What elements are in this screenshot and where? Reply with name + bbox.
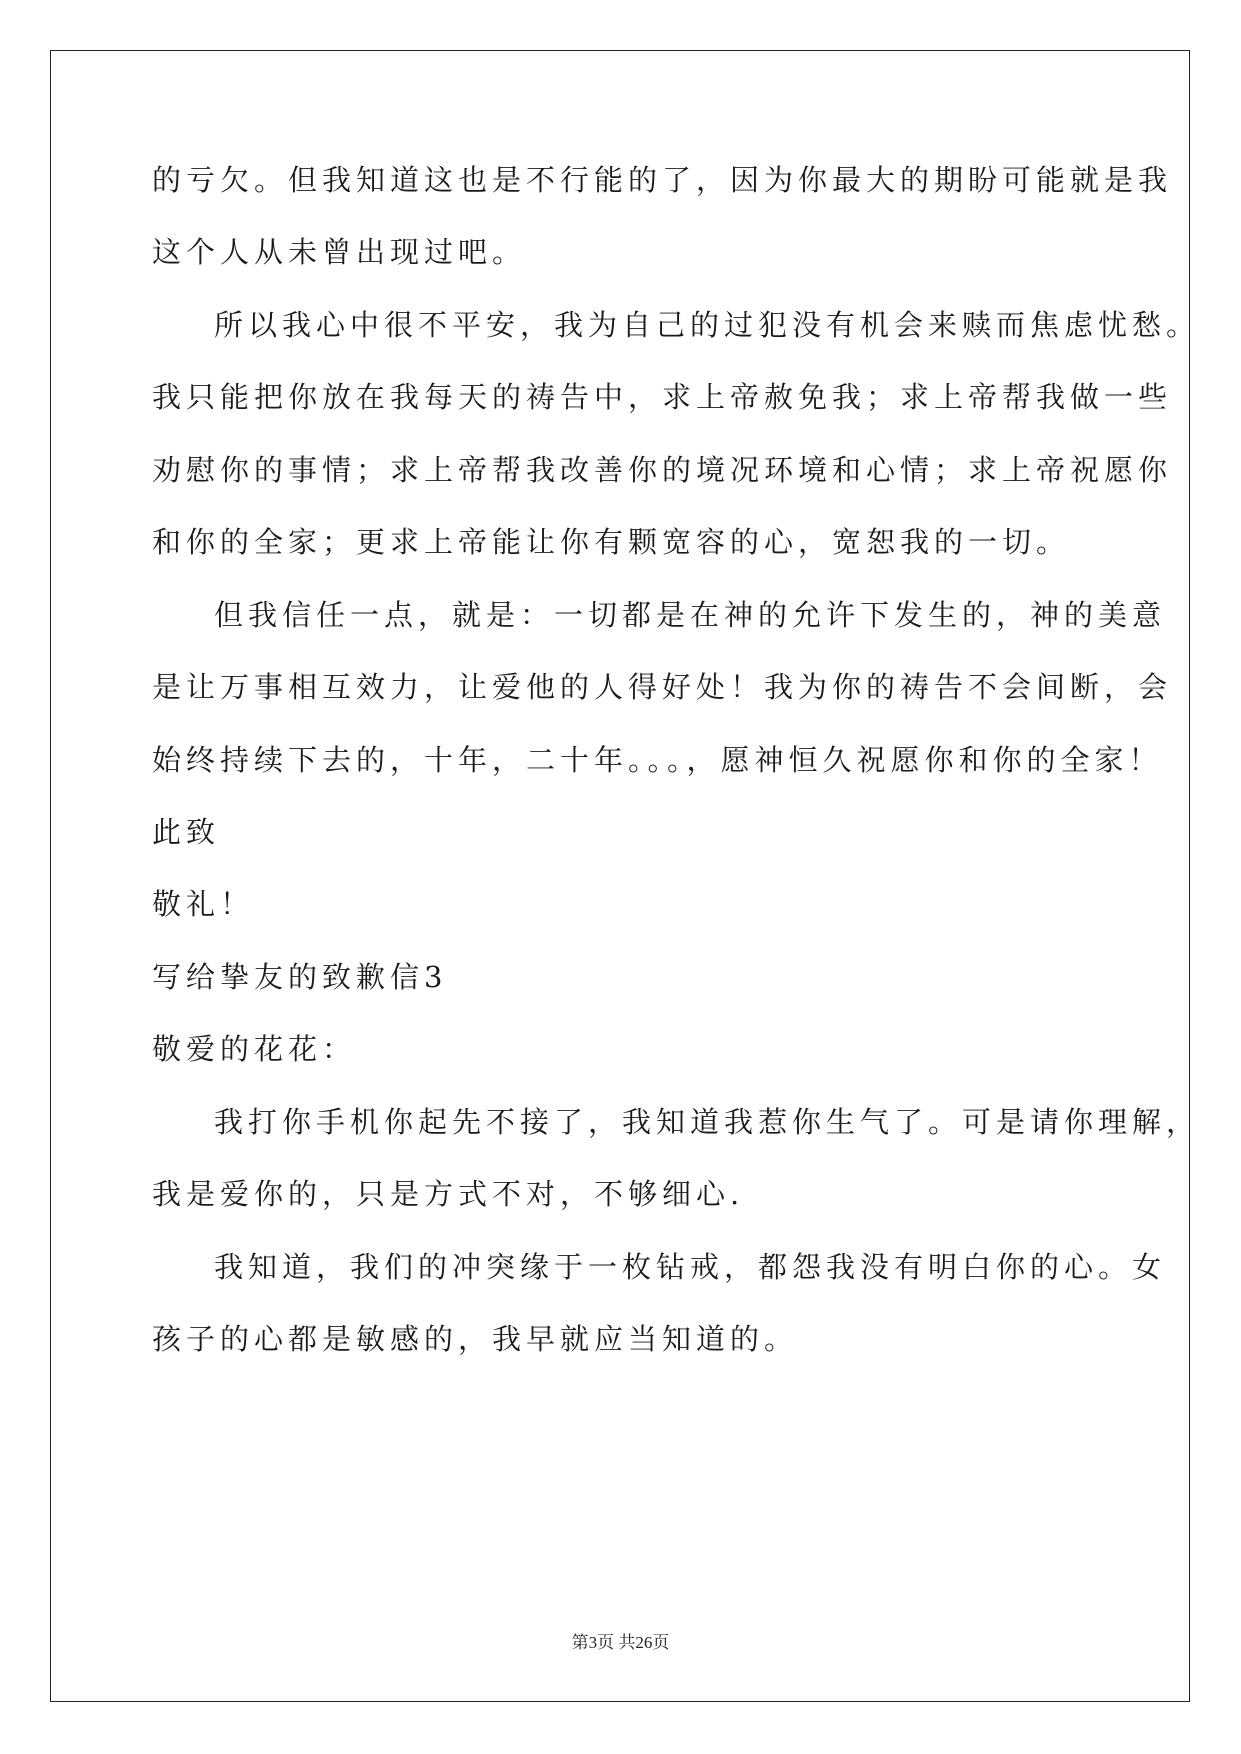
body-line: 我是爱你的，只是方式不对，不够细心. (152, 1177, 745, 1211)
body-line: 劝慰你的事情；求上帝帮我改善你的境况环境和心情；求上帝祝愿你 (152, 453, 1173, 487)
body-line: 我知道，我们的冲突缘于一枚钻戒，都怨我没有明白你的心。女 (214, 1250, 1167, 1284)
body-line: 和你的全家；更求上帝能让你有颗宽容的心，宽恕我的一切。 (152, 525, 1071, 559)
body-line: 我打你手机你起先不接了，我知道我惹你生气了。可是请你理解， (214, 1105, 1201, 1139)
body-line: 所以我心中很不平安，我为自己的过犯没有机会来赎而焦虑忧愁。 (214, 308, 1201, 342)
body-line: 孩子的心都是敏感的，我早就应当知道的。 (152, 1322, 799, 1356)
body-line: 我只能把你放在我每天的祷告中，求上帝赦免我；求上帝帮我做一些 (152, 380, 1173, 414)
salutation: 敬爱的花花： (152, 1032, 357, 1066)
section-title: 写给挚友的致歉信3 (152, 960, 448, 994)
body-line: 的亏欠。但我知道这也是不行能的了，因为你最大的期盼可能就是我 (152, 163, 1173, 197)
closing-salute: 敬礼！ (152, 887, 255, 921)
page-border (50, 50, 1190, 1702)
body-line: 这个人从未曾出现过吧。 (152, 235, 527, 269)
closing-line: 此致 (152, 815, 221, 849)
body-line: 始终持续下去的，十年，二十年。。。，愿神恒久祝愿你和你的全家！ (152, 743, 1163, 777)
page-number-footer: 第3页 共26页 (571, 1633, 670, 1652)
body-line: 是让万事相互效力，让爱他的人得好处！我为你的祷告不会间断，会 (152, 670, 1173, 704)
body-line: 但我信任一点，就是：一切都是在神的允许下发生的，神的美意 (214, 598, 1167, 632)
